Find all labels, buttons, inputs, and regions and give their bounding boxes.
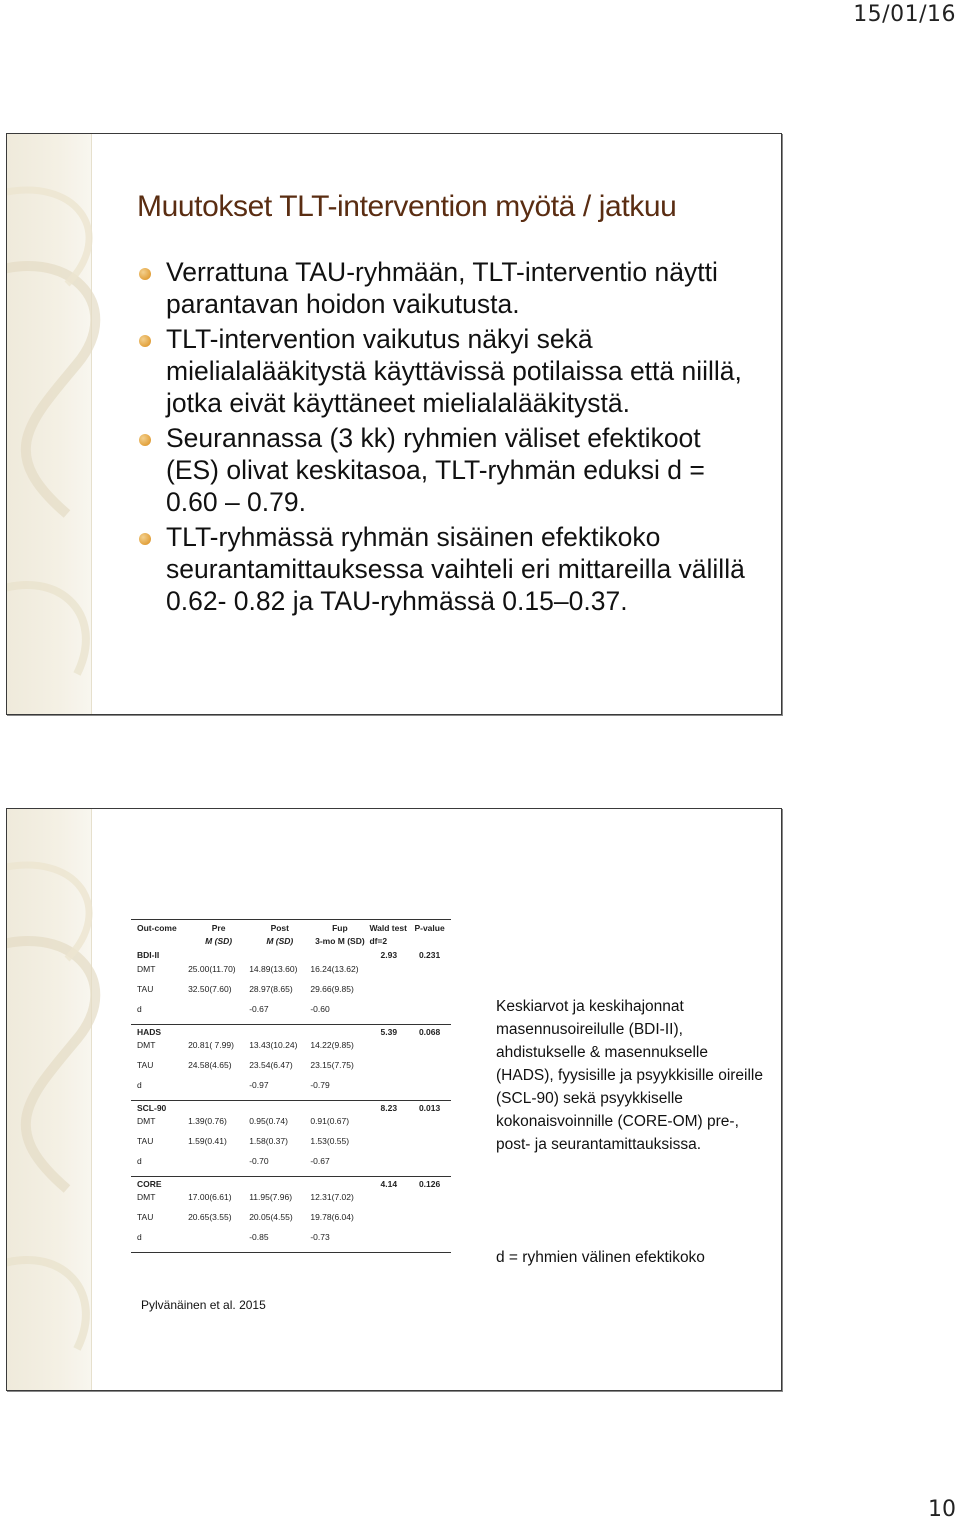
table-cell-p: [408, 1116, 451, 1136]
table-cell-outcome: d: [131, 1156, 188, 1176]
table-cell-post: 20.05(4.55): [249, 1212, 293, 1222]
table-cell-fup: 0.91(0.67): [310, 1116, 350, 1126]
table-cell-post: 11.95(7.96): [249, 1192, 293, 1202]
table-row: [131, 964, 451, 984]
table-cell-post: 23.54(6.47): [249, 1060, 293, 1070]
slide-title: Muutokset TLT-intervention myötä / jatkuu: [137, 190, 677, 223]
bullet-item: [139, 256, 759, 320]
bullet-text: TLT-ryhmässä ryhmän sisäinen efektikoko seurantamittauksessa vaihteli eri mittareilla välillä 0.62- 0.82 ja TAU-ryhmässä 0.15–0.37.: [166, 522, 745, 616]
table-cell-outcome: DMT: [137, 1040, 156, 1050]
table-cell-p: [408, 1060, 451, 1080]
table-cell-fup: [310, 1024, 369, 1040]
results-table: [131, 919, 451, 1253]
table-cell-fup: 29.66(9.85): [310, 984, 354, 994]
table-row: [131, 1192, 451, 1212]
table-cell-pre: 25.00(11.70): [188, 964, 236, 974]
table-cell-p: 0.231: [418, 950, 441, 960]
table-row: [131, 1060, 451, 1080]
header-pvalue: P-value: [408, 920, 451, 934]
bullet-dot-icon: [139, 533, 151, 545]
table-cell-p: [408, 1080, 451, 1100]
table-cell-pre: 24.58(4.65): [188, 1060, 232, 1070]
table-cell-fup: 19.78(6.04): [310, 1212, 354, 1222]
table-cell-pre: 32.50(7.60): [188, 984, 232, 994]
table-cell-post: [249, 948, 310, 964]
table-cell-fup: 16.24(13.62): [310, 964, 359, 974]
slide-2: [6, 808, 782, 1391]
table-row: [131, 1024, 451, 1040]
bullet-text: TLT-intervention vaikutus näkyi sekä mielialalääkitystä käyttävissä potilaissa että niillä, jotka eivät käyttäneet mielialalääkitystä.: [166, 324, 742, 418]
page-number: 10: [928, 1497, 956, 1522]
table-cell-pre: [188, 1004, 249, 1024]
bullet-item: [139, 323, 759, 419]
table-cell-pre: 20.65(3.55): [188, 1212, 232, 1222]
table-cell-fup: 12.31(7.02): [310, 1192, 354, 1202]
table-cell-pre: [188, 1176, 249, 1192]
table-header-row: [131, 920, 451, 934]
citation: Pylvänäinen et al. 2015: [141, 1298, 266, 1312]
table-cell-pre: [188, 1232, 249, 1252]
table-cell-outcome: TAU: [137, 1060, 154, 1070]
table-cell-p: [408, 984, 451, 1004]
table-cell-wald: 4.14: [380, 1178, 398, 1189]
table-cell-fup: [310, 1176, 369, 1192]
table-cell-outcome: d: [131, 1004, 188, 1024]
table-cell-pre: 1.59(0.41): [188, 1136, 227, 1146]
table-cell-p: [408, 1040, 451, 1060]
bullet-list: [139, 256, 759, 620]
header-fup: Fup: [310, 920, 369, 934]
slide-1: [6, 133, 782, 715]
effect-size-note: d = ryhmien välinen efektikoko: [496, 1249, 705, 1266]
header-post: Post: [249, 920, 310, 934]
bullet-dot-icon: [139, 268, 151, 280]
table-cell-p: [408, 1156, 451, 1176]
table-cell-pre: [188, 948, 249, 964]
bullet-dot-icon: [139, 434, 151, 446]
table-row: [131, 1100, 451, 1116]
table-cell-p: [408, 1212, 451, 1232]
table-cell-p: [408, 1232, 451, 1252]
table-cell-fup: -0.60: [310, 1004, 369, 1024]
table-cell-wald: [369, 984, 408, 1004]
table-cell-wald: 8.23: [380, 1102, 398, 1113]
table-cell-fup: [310, 948, 369, 964]
table-cell-post: [249, 1176, 310, 1192]
table-cell-pre: [188, 1156, 249, 1176]
table-cell-fup: -0.73: [310, 1232, 369, 1252]
subheader-pre: M (SD): [205, 936, 233, 946]
table-cell-p: [408, 964, 451, 984]
table-cell-wald: [369, 1136, 408, 1156]
table-cell-outcome: d: [131, 1080, 188, 1100]
table-cell-wald: [369, 1116, 408, 1136]
table-row: [131, 1040, 451, 1060]
bullet-item: [139, 521, 759, 617]
bullet-item: [139, 422, 759, 518]
table-cell-post: -0.70: [249, 1156, 310, 1176]
table-cell-outcome: TAU: [137, 1136, 154, 1146]
header-outcome: Out-come: [131, 920, 188, 934]
bullet-text: Verrattuna TAU-ryhmään, TLT-interventio näytti parantavan hoidon vaikutusta.: [166, 257, 718, 319]
table-cell-wald: 2.93: [380, 950, 398, 960]
table-description: Keskiarvot ja keskihajonnat masennusoireilulle (BDI-II), ahdistukselle & masennukselle (HADS), fyysisille ja psyykkisille oireille (SCL-90) sekä psyykkiselle kokonaisvoinnille (CORE-OM) pre-, post- ja seurantamittauksissa.: [496, 998, 763, 1153]
subheader-fup: 3-mo M (SD): [315, 936, 365, 946]
table-cell-post: 13.43(10.24): [249, 1040, 298, 1050]
table-cell-wald: [369, 1080, 408, 1100]
table-cell-pre: 20.81( 7.99): [188, 1040, 234, 1050]
table-cell-outcome: d: [131, 1232, 188, 1252]
table-cell-post: 0.95(0.74): [249, 1116, 288, 1126]
table-cell-wald: [369, 1040, 408, 1060]
table-cell-wald: [369, 1232, 408, 1252]
table-cell-wald: [369, 1156, 408, 1176]
table-cell-p: [408, 1192, 451, 1212]
table-row: [131, 948, 451, 964]
table-cell-pre: [188, 1024, 249, 1040]
table-cell-p: 0.068: [418, 1026, 441, 1037]
table-cell-fup: -0.67: [310, 1156, 369, 1176]
table-cell-p: [408, 1136, 451, 1156]
table-cell-outcome: SCL-90: [137, 1102, 167, 1113]
table-cell-outcome: BDI-II: [137, 950, 160, 960]
table-cell-pre: [188, 1080, 249, 1100]
table-row: [131, 1232, 451, 1252]
table-cell-fup: 23.15(7.75): [310, 1060, 354, 1070]
header-wald: Wald test: [369, 920, 408, 934]
table-cell-wald: [369, 1004, 408, 1024]
table-body: [131, 948, 451, 1252]
table-cell-post: -0.97: [249, 1080, 310, 1100]
table-cell-p: 0.126: [418, 1178, 441, 1189]
subheader-post: M (SD): [266, 936, 294, 946]
subheader-wald: df=2: [369, 936, 388, 946]
table-row: [131, 1156, 451, 1176]
table-cell-pre: [188, 1100, 249, 1116]
table-cell-outcome: DMT: [137, 1192, 156, 1202]
table-row: [131, 1116, 451, 1136]
table-cell-outcome: DMT: [137, 1116, 156, 1126]
table-cell-post: 28.97(8.65): [249, 984, 293, 994]
table-cell-post: [249, 1024, 310, 1040]
table-cell-wald: [369, 1060, 408, 1080]
table-cell-post: 14.89(13.60): [249, 964, 298, 974]
table-cell-p: [408, 1004, 451, 1024]
table-cell-wald: [369, 964, 408, 984]
table-subheader-row: [131, 933, 451, 948]
table-cell-wald: 5.39: [380, 1026, 398, 1037]
table-cell-outcome: HADS: [137, 1026, 162, 1037]
table-cell-post: 1.58(0.37): [249, 1136, 288, 1146]
table-cell-fup: -0.79: [310, 1080, 369, 1100]
table-row: [131, 1136, 451, 1156]
bullet-dot-icon: [139, 335, 151, 347]
table-row: [131, 984, 451, 1004]
table-cell-fup: 14.22(9.85): [310, 1040, 354, 1050]
table-cell-post: -0.85: [249, 1232, 310, 1252]
results-table-wrapper: [131, 919, 451, 1253]
table-cell-outcome: DMT: [137, 964, 156, 974]
table-cell-post: [249, 1100, 310, 1116]
table-cell-outcome: TAU: [137, 984, 154, 994]
table-row: [131, 1212, 451, 1232]
table-cell-p: 0.013: [418, 1102, 441, 1113]
table-cell-post: -0.67: [249, 1004, 310, 1024]
table-cell-wald: [369, 1192, 408, 1212]
table-cell-fup: 1.53(0.55): [310, 1136, 350, 1146]
bullet-text: Seurannassa (3 kk) ryhmien väliset efektikoot (ES) olivat keskitasoa, TLT-ryhmän eduksi d = 0.60 – 0.79.: [166, 423, 705, 517]
table-cell-outcome: CORE: [137, 1178, 162, 1189]
page-date: 15/01/16: [853, 2, 956, 27]
table-cell-pre: 17.00(6.61): [188, 1192, 232, 1202]
table-cell-outcome: TAU: [137, 1212, 154, 1222]
table-cell-pre: 1.39(0.76): [188, 1116, 227, 1126]
table-row: [131, 1176, 451, 1192]
table-cell-wald: [369, 1212, 408, 1232]
header-pre: Pre: [188, 920, 249, 934]
table-row: [131, 1004, 451, 1024]
table-row: [131, 1080, 451, 1100]
table-cell-fup: [310, 1100, 369, 1116]
